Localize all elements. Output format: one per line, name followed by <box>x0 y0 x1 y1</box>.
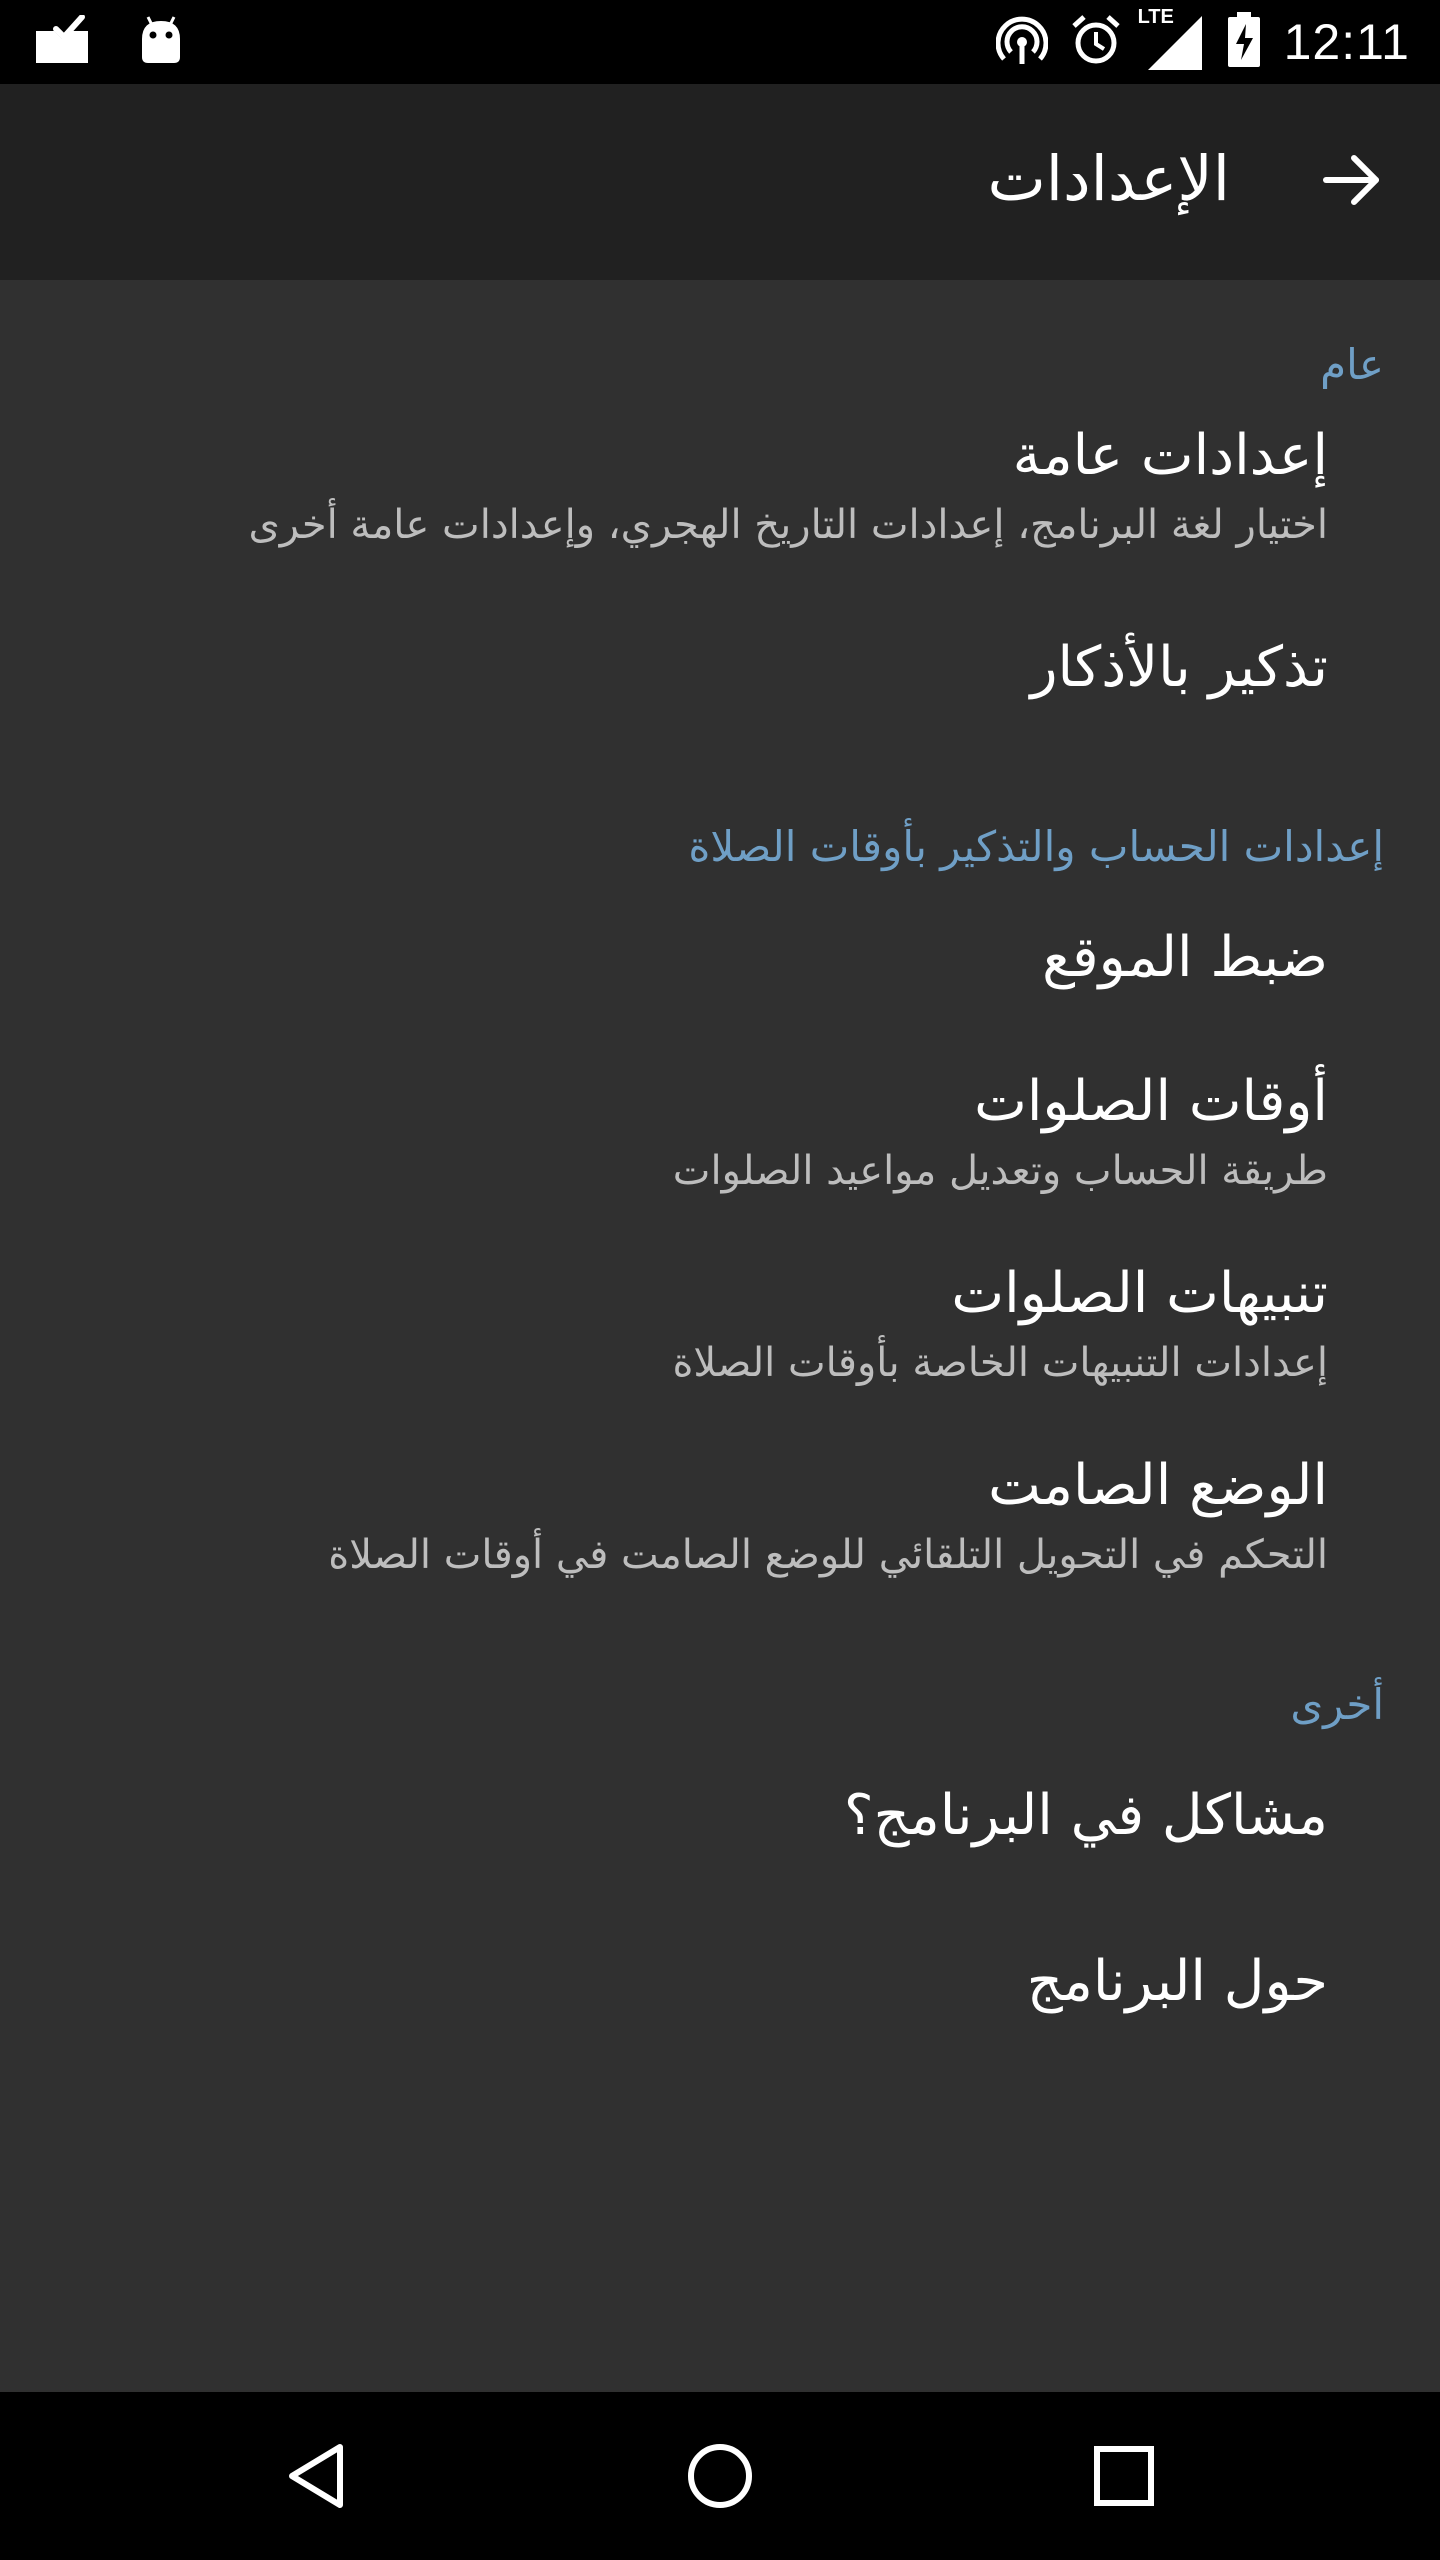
section-header-general: عام <box>1320 340 1384 389</box>
pref-title: إعدادات عامة <box>1012 423 1328 488</box>
back-button[interactable] <box>1312 142 1392 222</box>
pref-summary: إعدادات التنبيهات الخاصة بأوقات الصلاة <box>672 1339 1328 1386</box>
back-triangle-icon <box>284 2441 348 2515</box>
nav-home-button[interactable] <box>678 2436 762 2520</box>
pref-title: الوضع الصامت <box>988 1453 1328 1518</box>
recents-square-icon <box>1092 2444 1156 2512</box>
status-right-icons <box>996 6 1410 74</box>
hotspot-icon <box>996 14 1048 70</box>
nav-back-button[interactable] <box>274 2436 358 2520</box>
pref-title: حول البرنامج <box>1026 1949 1328 2014</box>
pref-location[interactable] <box>112 922 1328 995</box>
home-circle-icon <box>685 2441 755 2515</box>
status-clock: 12:11 <box>1283 14 1410 70</box>
pref-about[interactable] <box>112 1946 1328 2019</box>
nav-recents-button[interactable] <box>1082 2436 1166 2520</box>
pref-summary: اختيار لغة البرنامج، إعدادات التاريخ الهجري، وإعدادات عامة أخرى <box>248 501 1328 548</box>
pref-prayer-times[interactable] <box>112 1066 1328 1197</box>
network-type-label: LTE <box>1137 6 1174 28</box>
pref-title: أوقات الصلوات <box>974 1069 1328 1134</box>
status-left-icons <box>34 14 184 70</box>
battery-charging-icon <box>1226 12 1262 72</box>
pref-problems[interactable] <box>112 1780 1328 1853</box>
pref-adhkar-reminder[interactable] <box>112 632 1328 705</box>
pref-summary: طريقة الحساب وتعديل مواعيد الصلوات <box>672 1147 1328 1194</box>
status-bar <box>0 0 1440 84</box>
pref-title: مشاكل في البرنامج؟ <box>843 1783 1328 1848</box>
navigation-bar <box>0 2392 1440 2560</box>
alarm-icon <box>1070 14 1122 70</box>
pref-summary: التحكم في التحويل التلقائي للوضع الصامت في أوقات الصلاة <box>328 1531 1328 1578</box>
page-title: الإعدادات <box>987 142 1230 215</box>
settings-list[interactable] <box>0 280 1440 2392</box>
android-icon <box>138 15 184 69</box>
pref-prayer-alerts[interactable] <box>112 1258 1328 1389</box>
arrow-right-icon <box>1320 148 1384 216</box>
pref-general-settings[interactable] <box>112 420 1328 551</box>
section-header-prayer: إعدادات الحساب والتذكير بأوقات الصلاة <box>688 822 1384 871</box>
section-header-other: أخرى <box>1290 1680 1384 1729</box>
pref-title: تذكير بالأذكار <box>1030 635 1328 700</box>
mail-check-icon <box>34 15 90 69</box>
pref-title: ضبط الموقع <box>1042 925 1328 990</box>
pref-silent-mode[interactable] <box>112 1450 1328 1581</box>
signal-icon <box>1137 6 1204 72</box>
app-bar <box>0 84 1440 280</box>
pref-title: تنبيهات الصلوات <box>951 1261 1328 1326</box>
